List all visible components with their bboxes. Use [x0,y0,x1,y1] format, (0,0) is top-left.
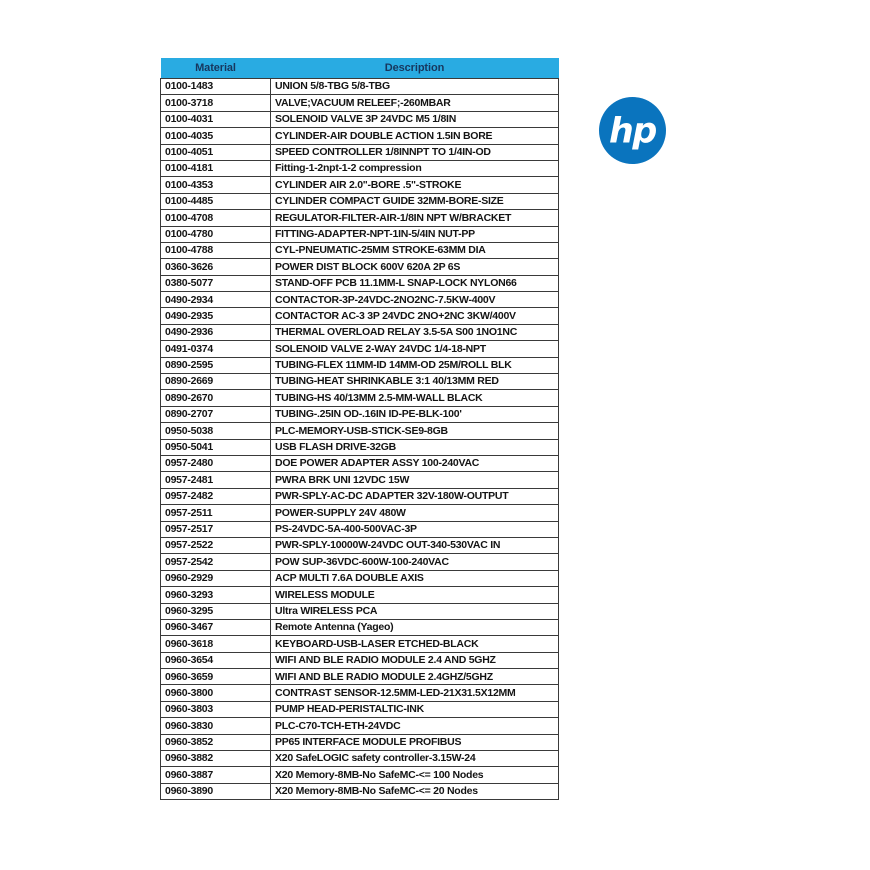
description-cell: PWR-SPLY-AC-DC ADAPTER 32V-180W-OUTPUT [271,488,559,504]
material-cell: 0380-5077 [161,275,271,291]
table-row [161,390,559,406]
description-cell: VALVE;VACUUM RELEEF;-260MBAR [271,95,559,111]
description-cell: KEYBOARD-USB-LASER ETCHED-BLACK [271,636,559,652]
material-cell: 0950-5038 [161,423,271,439]
table-row [161,95,559,111]
material-cell: 0957-2522 [161,537,271,553]
material-cell: 0960-3803 [161,701,271,717]
description-cell: POWER-SUPPLY 24V 480W [271,505,559,521]
description-cell: WIFI AND BLE RADIO MODULE 2.4 AND 5GHZ [271,652,559,668]
material-cell: 0490-2934 [161,292,271,308]
parts-table [160,58,558,800]
description-cell: Remote Antenna (Yageo) [271,619,559,635]
table-row [161,521,559,537]
description-cell: REGULATOR-FILTER-AIR-1/8IN NPT W/BRACKET [271,210,559,226]
description-cell: POWER DIST BLOCK 600V 620A 2P 6S [271,259,559,275]
material-cell: 0100-4035 [161,128,271,144]
table-row [161,488,559,504]
material-cell: 0890-2707 [161,406,271,422]
description-cell: TUBING-HEAT SHRINKABLE 3:1 40/13MM RED [271,374,559,390]
table-row [161,537,559,553]
material-cell: 0960-3890 [161,783,271,799]
table-row [161,439,559,455]
description-cell: THERMAL OVERLOAD RELAY 3.5-5A S00 1NO1NC [271,324,559,340]
table-row [161,505,559,521]
material-cell: 0960-3830 [161,718,271,734]
description-cell: PP65 INTERFACE MODULE PROFIBUS [271,734,559,750]
material-cell: 0100-4051 [161,144,271,160]
material-cell: 0100-4708 [161,210,271,226]
description-cell: PWRA BRK UNI 12VDC 15W [271,472,559,488]
description-cell: UNION 5/8-TBG 5/8-TBG [271,79,559,95]
description-cell: SOLENOID VALVE 2-WAY 24VDC 1/4-18-NPT [271,341,559,357]
material-cell: 0890-2670 [161,390,271,406]
material-cell: 0960-3659 [161,669,271,685]
table-row [161,177,559,193]
material-cell: 0957-2480 [161,455,271,471]
hp-logo-icon [599,97,666,164]
table-row [161,636,559,652]
table-row [161,324,559,340]
table-row [161,275,559,291]
table-row [161,79,559,95]
description-cell: CONTACTOR AC-3 3P 24VDC 2NO+2NC 3KW/400V [271,308,559,324]
table-row [161,242,559,258]
description-cell: PLC-C70-TCH-ETH-24VDC [271,718,559,734]
material-cell: 0957-2482 [161,488,271,504]
material-cell: 0100-3718 [161,95,271,111]
table-row [161,685,559,701]
description-cell: DOE POWER ADAPTER ASSY 100-240VAC [271,455,559,471]
material-cell: 0960-3800 [161,685,271,701]
material-cell: 0957-2511 [161,505,271,521]
description-cell: X20 Memory-8MB-No SafeMC-<= 100 Nodes [271,767,559,783]
table-row [161,734,559,750]
table-row [161,341,559,357]
hp-logo [599,97,666,164]
material-cell: 0960-2929 [161,570,271,586]
material-cell: 0960-3882 [161,751,271,767]
material-cell: 0890-2669 [161,374,271,390]
table-row [161,423,559,439]
table-row [161,554,559,570]
material-cell: 0960-3654 [161,652,271,668]
table-row [161,308,559,324]
material-description-table [160,58,559,800]
description-cell: CYLINDER COMPACT GUIDE 32MM-BORE-SIZE [271,193,559,209]
description-cell: TUBING-HS 40/13MM 2.5-MM-WALL BLACK [271,390,559,406]
table-header-row [161,58,559,79]
table-row [161,472,559,488]
table-row [161,210,559,226]
description-cell: X20 Memory-8MB-No SafeMC-<= 20 Nodes [271,783,559,799]
material-cell: 0957-2517 [161,521,271,537]
description-cell: CONTRAST SENSOR-12.5MM-LED-21X31.5X12MM [271,685,559,701]
material-cell: 0100-1483 [161,79,271,95]
table-row [161,570,559,586]
description-cell: CYLINDER-AIR DOUBLE ACTION 1.5IN BORE [271,128,559,144]
material-cell: 0490-2936 [161,324,271,340]
table-row [161,406,559,422]
material-cell: 0491-0374 [161,341,271,357]
column-header-description: Description [271,58,559,79]
material-cell: 0100-4780 [161,226,271,242]
table-row [161,111,559,127]
description-cell: STAND-OFF PCB 11.1MM-L SNAP-LOCK NYLON66 [271,275,559,291]
material-cell: 0960-3852 [161,734,271,750]
description-cell: Ultra WIRELESS PCA [271,603,559,619]
description-cell: PWR-SPLY-10000W-24VDC OUT-340-530VAC IN [271,537,559,553]
table-row [161,603,559,619]
table-row [161,701,559,717]
description-cell: PLC-MEMORY-USB-STICK-SE9-8GB [271,423,559,439]
material-cell: 0960-3887 [161,767,271,783]
description-cell: CONTACTOR-3P-24VDC-2NO2NC-7.5KW-400V [271,292,559,308]
material-cell: 0360-3626 [161,259,271,275]
material-cell: 0100-4485 [161,193,271,209]
column-header-material: Material [161,58,271,79]
description-cell: TUBING-FLEX 11MM-ID 14MM-OD 25M/ROLL BLK [271,357,559,373]
material-cell: 0100-4353 [161,177,271,193]
table-row [161,226,559,242]
material-cell: 0890-2595 [161,357,271,373]
description-cell: CYLINDER AIR 2.0"-BORE .5"-STROKE [271,177,559,193]
table-row [161,144,559,160]
table-row [161,259,559,275]
table-row [161,357,559,373]
table-row [161,751,559,767]
material-cell: 0960-3295 [161,603,271,619]
description-cell: X20 SafeLOGIC safety controller-3.15W-24 [271,751,559,767]
description-cell: ACP MULTI 7.6A DOUBLE AXIS [271,570,559,586]
material-cell: 0490-2935 [161,308,271,324]
table-row [161,718,559,734]
material-cell: 0957-2481 [161,472,271,488]
table-row [161,652,559,668]
table-body [161,79,559,800]
description-cell: Fitting-1-2npt-1-2 compression [271,160,559,176]
description-cell: SOLENOID VALVE 3P 24VDC M5 1/8IN [271,111,559,127]
description-cell: PUMP HEAD-PERISTALTIC-INK [271,701,559,717]
table-row [161,374,559,390]
material-cell: 0100-4031 [161,111,271,127]
description-cell: CYL-PNEUMATIC-25MM STROKE-63MM DIA [271,242,559,258]
table-row [161,292,559,308]
table-row [161,193,559,209]
material-cell: 0960-3618 [161,636,271,652]
description-cell: SPEED CONTROLLER 1/8INNPT TO 1/4IN-OD [271,144,559,160]
description-cell: TUBING-.25IN OD-.16IN ID-PE-BLK-100' [271,406,559,422]
material-cell: 0100-4788 [161,242,271,258]
material-cell: 0960-3293 [161,587,271,603]
table-row [161,587,559,603]
table-row [161,767,559,783]
description-cell: WIRELESS MODULE [271,587,559,603]
description-cell: FITTING-ADAPTER-NPT-1IN-5/4IN NUT-PP [271,226,559,242]
description-cell: WIFI AND BLE RADIO MODULE 2.4GHZ/5GHZ [271,669,559,685]
table-row [161,619,559,635]
material-cell: 0960-3467 [161,619,271,635]
table-row [161,669,559,685]
material-cell: 0950-5041 [161,439,271,455]
description-cell: USB FLASH DRIVE-32GB [271,439,559,455]
description-cell: POW SUP-36VDC-600W-100-240VAC [271,554,559,570]
hp-logo-text: hp [608,111,657,152]
material-cell: 0100-4181 [161,160,271,176]
description-cell: PS-24VDC-5A-400-500VAC-3P [271,521,559,537]
table-row [161,160,559,176]
material-cell: 0957-2542 [161,554,271,570]
table-row [161,783,559,799]
table-row [161,455,559,471]
table-row [161,128,559,144]
